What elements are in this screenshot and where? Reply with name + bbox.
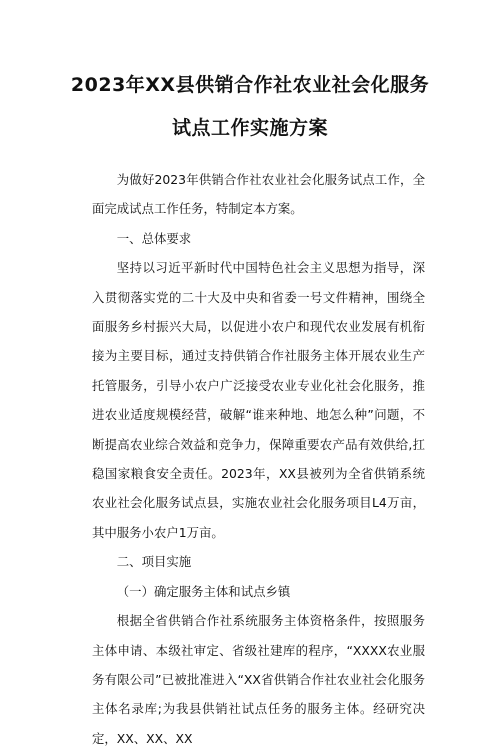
document-title-line2: 试点工作实施方案	[171, 117, 328, 139]
section-heading-project-implementation: 二、项目实施	[116, 554, 192, 570]
document-body	[92, 165, 425, 753]
subsection-heading-service-subjects: （一）确定服务主体和试点乡镇	[116, 583, 291, 599]
overall-requirements-paragraph: 坚持以习近平新时代中国特色社会主义思想为指导，深入贯彻落实党的二十大及中央和省委一号文件精神，围绕全面服务乡村振兴大局，以促进小农户和现代农业发展有机衔接为主要目标，通过支持供销合作社服务主体开展农业生产托管服务，引导小农户广泛接受农业专业化社会化服务，推进农业适度规模经营，破解“谁来种地、地怎么种”问题，不断提高农业综合效益和竞争力，保障重要农产品有效供给,扛稳国家粮食安全责任。2023年，XX县被列为全省供销系统农业社会化服务试点县，实施农业社会化服务项目L4万亩，其中服务小农户1万亩。	[92, 260, 425, 540]
document-title-line1: 2023年XX县供销合作社农业社会化服务	[70, 74, 430, 96]
service-subjects-paragraph: 根据全省供销合作社系统服务主体资格条件，按照服务主体申请、本级社审定、省级社建库的程序，“XXXX农业服务有限公司”已被批准进入“XX省供销合作社农业社会化服务主体名录库;为我县供销社试点任务的服务主体。经研究决定，XX、XX、XX	[92, 613, 425, 746]
section-heading-overall-requirements: 一、总体要求	[116, 230, 192, 246]
intro-paragraph: 为做好2023年供销合作社农业社会化服务试点工作，全面完成试点工作任务，特制定本方案。	[92, 172, 425, 217]
